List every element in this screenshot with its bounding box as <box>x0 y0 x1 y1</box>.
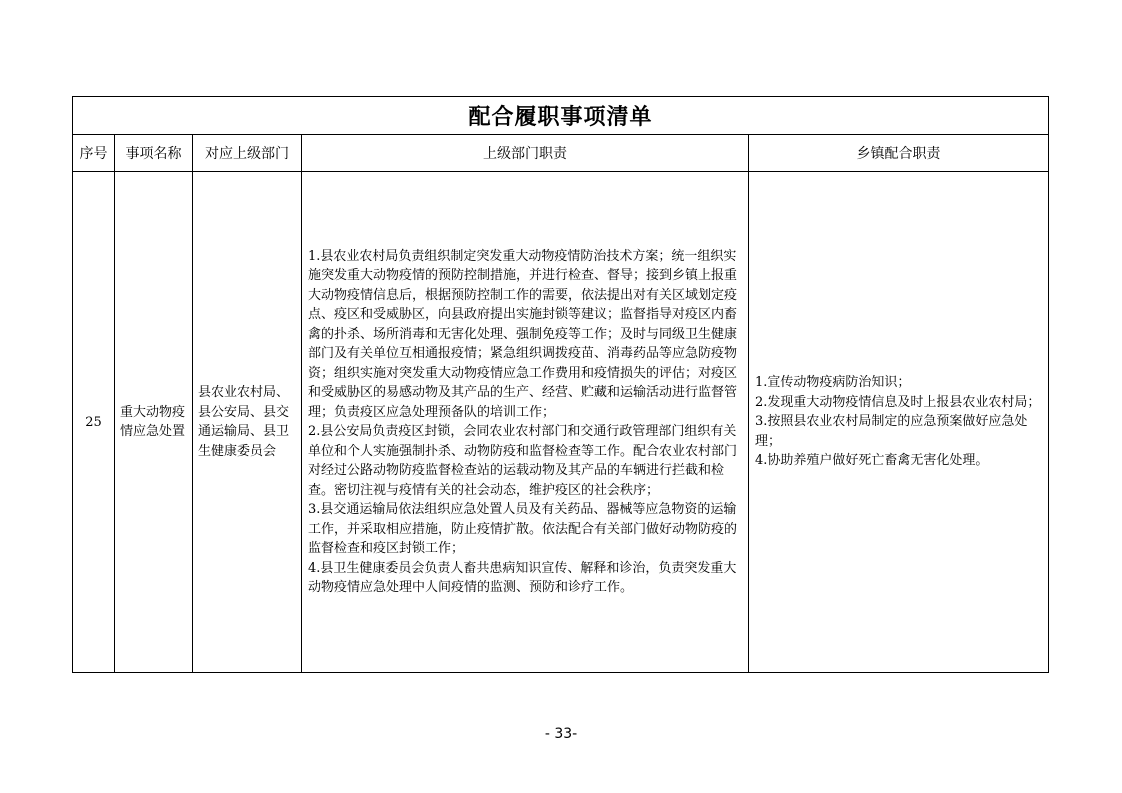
row-item-name-cell <box>115 172 193 673</box>
page-number: - 33- <box>544 726 578 742</box>
header-item-name: 事项名称 <box>115 135 193 172</box>
duty-list-sheet <box>72 96 1048 673</box>
township-duty-item: 2.发现重大动物疫情信息及时上报县农业农村局； <box>755 394 1041 410</box>
row-superior-dept-cell <box>193 172 302 673</box>
row-superior-duty-cell <box>302 172 749 673</box>
township-duty-item: 1.宣传动物疫病防治知识； <box>755 375 911 391</box>
table-row <box>73 172 1049 673</box>
header-superior-duty: 上级部门职责 <box>302 135 749 172</box>
superior-duty-item: 4.县卫生健康委员会负责人畜共患病知识宣传、解释和诊治，负责突发重大动物疫情应急处理中人间疫情的监测、预防和诊疗工作。 <box>308 560 737 595</box>
superior-duty-item: 2.县公安局负责疫区封锁，会同农业农村部门和交通行政管理部门组织有关单位和个人实施强制扑杀、动物防疫和监督检查等工作。配合农业农村部门对经过公路动物防疫监督检查站的运载动物及其产品的车辆进行拦截和检查。密切注视与疫情有关的社会动态，维护疫区的社会秩序； <box>308 424 738 498</box>
duty-table <box>72 96 1049 673</box>
row-superior-dept: 县农业农村局、县公安局、县交通运输局、县卫生健康委员会 <box>198 385 290 459</box>
superior-duty-item: 1.县农业农村局负责组织制定突发重大动物疫情防治技术方案；统一组织实施突发重大动物疫情的预防控制措施，并进行检查、督导；接到乡镇上报重大动物疫情信息后，根据预防控制工作的需要，依法提出对有关区域划定疫点、疫区和受威胁区，向县政府提出实施封锁等建议；监督指导对疫区内畜禽的扑杀、场所消毒和无害化处理、强制免疫等工作；及时与同级卫生健康部门及有关单位互相通报疫情；紧急组织调拨疫苗、消毒药品等应急防疫物资；组织实施对突发重大动物疫情应急工作费用和疫情损失的评估；对疫区和受威胁区的易感动物及其产品的生产、经营、贮藏和运输活动进行监督管理；负责疫区应急处理预备队的培训工作； <box>308 248 738 420</box>
row-item-name: 重大动物疫情应急处置 <box>120 404 186 439</box>
header-seq: 序号 <box>73 135 115 172</box>
superior-duty-list <box>302 247 748 598</box>
township-duty-item: 4.协助养殖户做好死亡畜禽无害化处理。 <box>755 453 989 469</box>
township-duty-item: 3.按照县农业农村局制定的应急预案做好应急处理； <box>755 414 1028 449</box>
township-duty-list <box>749 373 1048 471</box>
header-township-duty: 乡镇配合职责 <box>749 135 1049 172</box>
superior-duty-item: 3.县交通运输局依法组织应急处置人员及有关药品、器械等应急物资的运输工作，并采取相应措施，防止疫情扩散。依法配合有关部门做好动物防疫的监督检查和疫区封锁工作； <box>308 502 738 556</box>
header-superior-dept: 对应上级部门 <box>193 135 302 172</box>
header-row <box>73 135 1049 172</box>
row-township-duty-cell <box>749 172 1049 673</box>
row-seq: 25 <box>73 172 115 673</box>
table-title: 配合履职事项清单 <box>73 97 1049 135</box>
